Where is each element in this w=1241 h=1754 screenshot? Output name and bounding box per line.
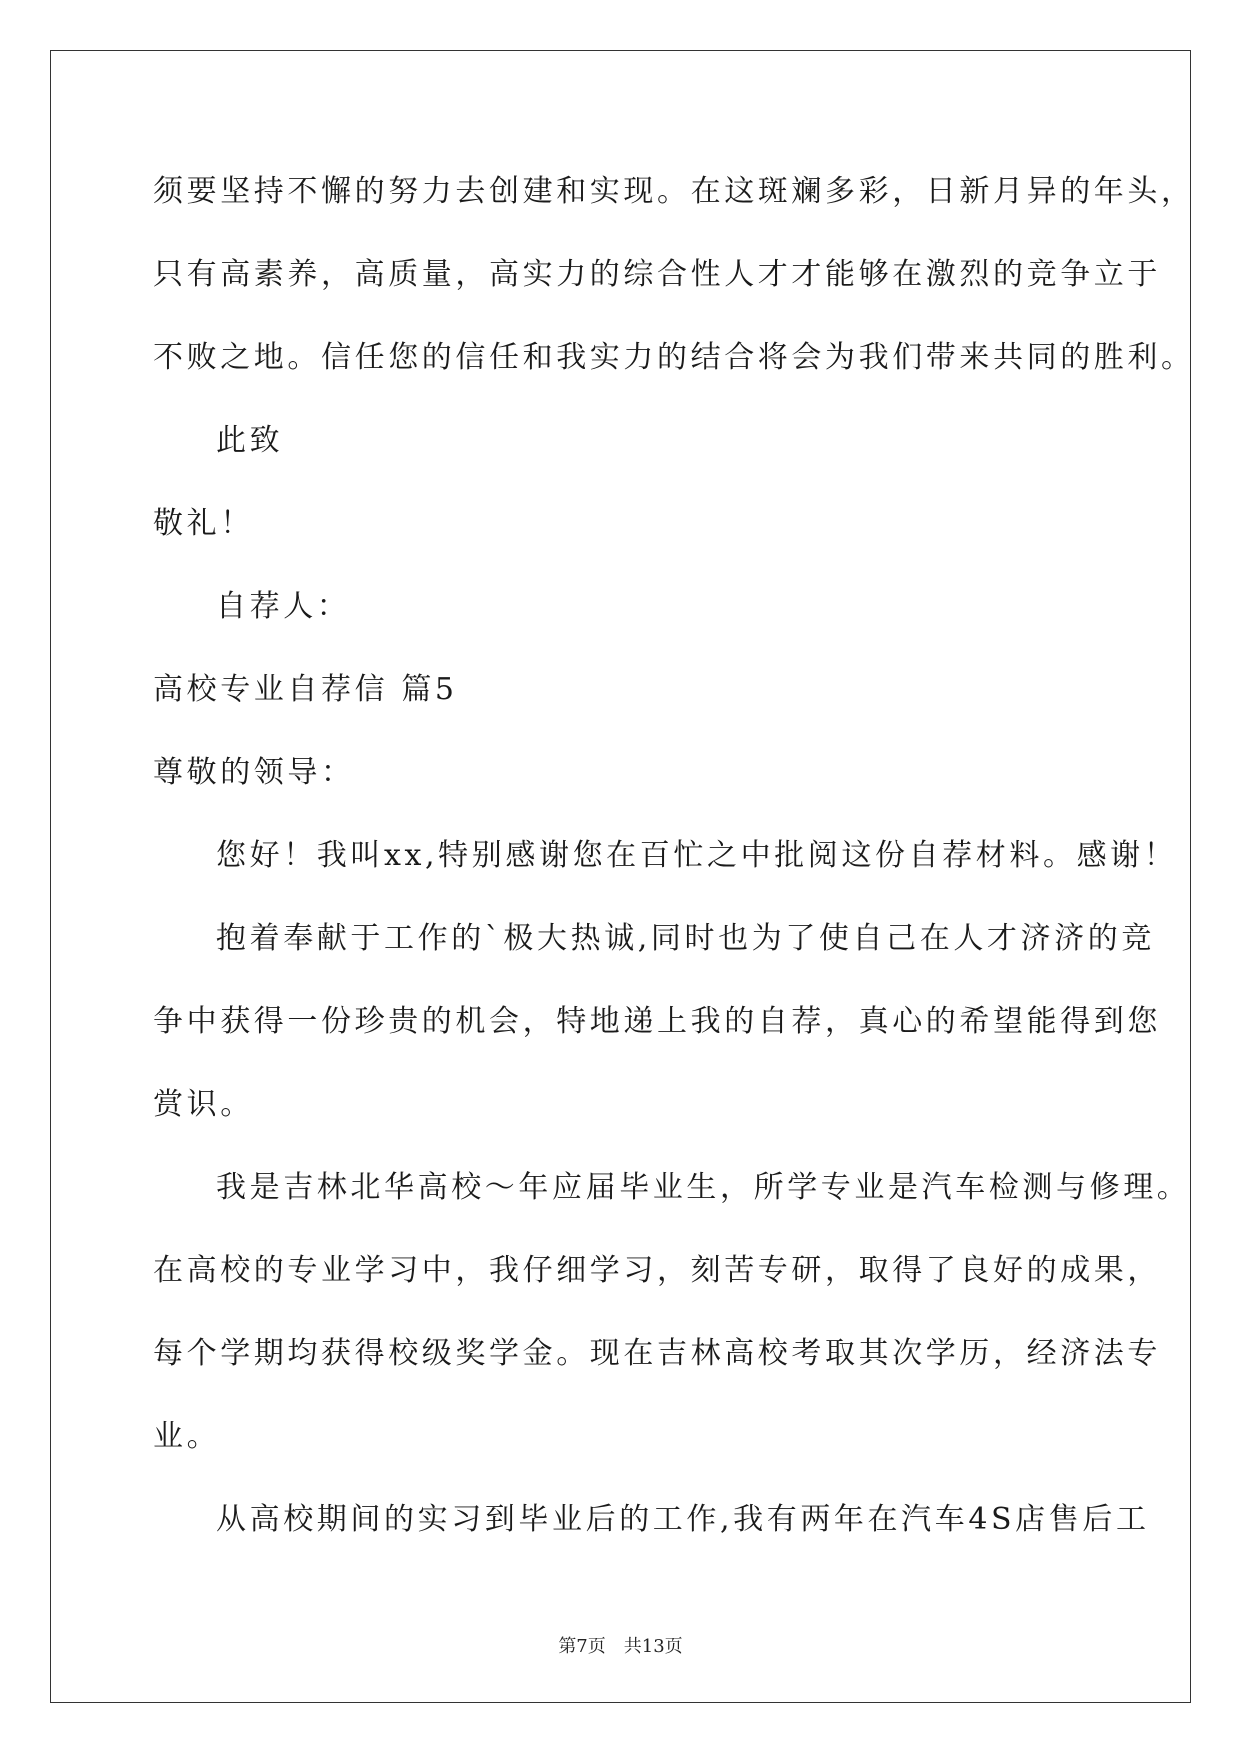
text-line: 争中获得一份珍贵的机会，特地递上我的自荐，真心的希望能得到您 bbox=[153, 1004, 1161, 1039]
text-line: 敬礼！ bbox=[153, 506, 254, 541]
text-line: 在高校的专业学习中，我仔细学习，刻苦专研，取得了良好的成果， bbox=[153, 1253, 1161, 1288]
page-footer: 第7页 共13页 bbox=[558, 1636, 683, 1657]
text-line: 只有高素养，高质量，高实力的综合性人才才能够在激烈的竞争立于 bbox=[153, 257, 1161, 292]
text-line: 此致 bbox=[216, 423, 284, 458]
text-line: 赏识。 bbox=[153, 1087, 254, 1122]
text-line: 业。 bbox=[153, 1419, 221, 1454]
text-line: 不败之地。信任您的信任和我实力的结合将会为我们带来共同的胜利。 bbox=[153, 340, 1195, 375]
text-line: 每个学期均获得校级奖学金。现在吉林高校考取其次学历，经济法专 bbox=[153, 1336, 1161, 1371]
text-line: 抱着奉献于工作的`极大热诚,同时也为了使自己在人才济济的竞 bbox=[216, 921, 1155, 956]
text-line: 我是吉林北华高校～年应届毕业生，所学专业是汽车检测与修理。 bbox=[216, 1170, 1191, 1205]
text-line: 尊敬的领导： bbox=[153, 755, 355, 790]
text-line: 您好！我叫xx,特别感谢您在百忙之中批阅这份自荐材料。感谢！ bbox=[216, 838, 1178, 873]
text-line: 从高校期间的实习到毕业后的工作,我有两年在汽车4S店售后工 bbox=[216, 1502, 1150, 1537]
text-line: 须要坚持不懈的努力去创建和实现。在这斑斓多彩，日新月异的年头， bbox=[153, 174, 1195, 209]
text-line: 自荐人： bbox=[216, 589, 351, 624]
document-body bbox=[153, 162, 1195, 1573]
text-line: 高校专业自荐信 篇5 bbox=[153, 672, 458, 707]
